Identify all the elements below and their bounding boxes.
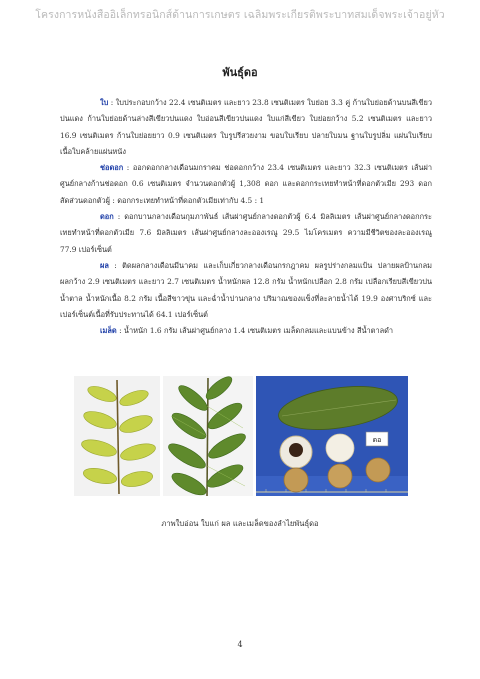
mature-leaf-photo xyxy=(163,376,253,496)
page-header: โครงการหนังสืออิเล็กทรอนิกส์ด้านการเกษตร เฉลิมพระเกียรติพระบาทสมเด็จพระเจ้าอยู่หัว xyxy=(35,9,445,21)
text-flower: : ดอกบานกลางเดือนกุมภาพันธ์ เส้นผ่าศูนย์กลางดอกตัวผู้ 6.4 มิลลิเมตร เส้นผ่าศูนย์กลางดอกกระเทยทำหน้าที่ดอกตัวเมีย 7.6 มิลลิเมตร เส้นผ่าศูนย์กลางละอองเรณู 29.5 ไมโครเมตร ความมีชีวิตของละอองเรณู 77.9 เปอร์เซ็นต์ xyxy=(60,212,432,254)
text-fruit: : ติดผลกลางเดือนมีนาคม และเก็บเกี่ยวกลางเดือนกรกฎาคม ผลรูปร่างกลมแป้น ปลายผลป้านกลม ผลกว้าง 2.9 เซนติเมตร และยาว 2.7 เซนติเมตร น้ำหนักผล 12.8 กรัม น้ำหนักเปลือก 2.8 กรัม เปลือกเรียบสีเขียวปนน้ำตาล น้ำหนักเนื้อ 8.2 กรัม เนื้อสีขาวขุ่น และฉ่ำน้ำปานกลาง ปริมาณของแข็งที่ละลายน้ำได้ 19.9 องศาบริกซ์ และเปอร์เซ็นต์เนื้อที่รับประทานได้ 64.1 เปอร์เซ็นต์ xyxy=(60,260,432,319)
young-leaf-photo xyxy=(74,376,160,496)
label-fruit: ผล xyxy=(100,260,109,270)
figure-caption: ภาพใบอ่อน ใบแก่ ผล และเมล็ดของลำไยพันธุ์ดอ xyxy=(161,519,319,528)
page-number: 4 xyxy=(237,640,243,649)
text-inflorescence: : ออกดอกกลางเดือนมกราคม ช่อดอกกว้าง 23.4 เซนติเมตร และยาว 32.3 เซนติเมตร เส้นผ่าศูนย์กลางก้านช่อดอก 0.6 เซนติเมตร จำนวนดอกตัวผู้ 1,308 ดอก และดอกกระเทยทำหน้าที่ดอกตัวเมีย 293 ดอก สัดส่วนดอกตัวผู้ : ดอกกระเทยทำหน้าที่ดอกตัวเมียเท่ากับ 4.5 : 1 xyxy=(60,163,432,205)
fruit-seed-photo xyxy=(256,376,408,496)
text-leaf: : ใบประกอบกว้าง 22.4 เซนติเมตร และยาว 23.8 เซนติเมตร ใบย่อย 3.3 คู่ ก้านใบย่อยด้านบนสีเขียวปนแดง ก้านใบย่อยด้านล่างสีเขียวปนแดง ใบอ่อนสีเขียวปนแดง ใบแก่สีเขียว ใบย่อยกว้าง 5.2 เซนติเมตร และยาว 16.9 เซนติเมตร ก้านใบย่อยยาว 0.9 เซนติเมตร ใบรูปรีสวยงาม ขอบใบเรียบ ปลายใบมน ฐานใบรูปลิ่ม แผ่นใบเรียบ เนื้อใบคล้ายแผ่นหนัง xyxy=(60,98,432,156)
text-seed: : น้ำหนัก 1.6 กรัม เส้นผ่าศูนย์กลาง 1.4 เซนติเมตร เมล็ดกลมและแบนข้าง สีน้ำตาลดำ xyxy=(116,326,394,336)
paragraph-inflorescence xyxy=(60,160,432,209)
photo-tag: ดอ xyxy=(372,436,382,444)
label-inflorescence: ช่อดอก xyxy=(100,163,124,173)
paragraph-flower xyxy=(60,209,432,258)
page-title: พันธุ์ดอ xyxy=(222,66,258,79)
photo-strip xyxy=(74,376,408,496)
label-flower: ดอก xyxy=(100,212,114,222)
paragraph-fruit xyxy=(60,258,432,323)
label-leaf: ใบ xyxy=(100,98,109,107)
label-seed: เมล็ด xyxy=(100,326,117,336)
paragraph-leaf xyxy=(60,95,432,160)
paragraph-seed xyxy=(60,323,432,339)
description-body xyxy=(60,95,432,339)
